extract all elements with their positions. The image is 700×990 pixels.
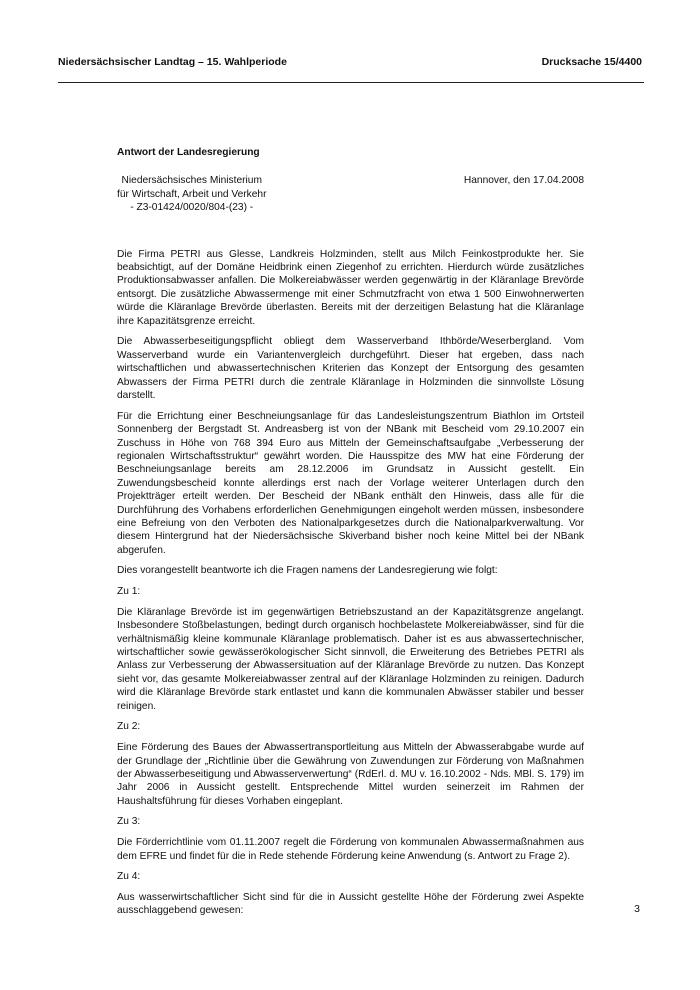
- answer-heading-3: Zu 3:: [117, 816, 141, 828]
- header-document-number: Drucksache 15/4400: [541, 56, 642, 68]
- answer-heading-1: Zu 1:: [117, 586, 141, 598]
- section-heading: Antwort der Landesregierung: [117, 147, 260, 158]
- page-number: 3: [634, 903, 640, 915]
- sender-block: [117, 174, 266, 214]
- sender-reference: - Z3-01424/0020/804-(23) -: [130, 202, 254, 214]
- paragraph-4: Dies vorangestellt beantworte ich die Fragen namens der Landesregierung wie folgt:: [117, 565, 498, 577]
- letter-date: Hannover, den 17.04.2008: [463, 175, 584, 187]
- answer-heading-2: Zu 2:: [117, 721, 141, 733]
- paragraph-6: Eine Förderung des Baues der Abwassertransportleitung aus Mitteln der Abwasserabgabe wurde auf der Grundlage der „Richtlinie über die Gewährung von Zuwendungen zur Förderung von Maßnahmen der Abwasserbeseitigung und Abwasserverwertung“ (RdErl. d. MU v. 16.10.2002 - Nds. MBl. S. 179) im Jahr 2006 in Aussicht gestellt. Entsprechende Mittel wurden seinerzeit im Rahmen der Haushaltsführung für dieses Vorhaben eingeplant.: [117, 742, 584, 807]
- answer-heading-4: Zu 4:: [117, 871, 141, 883]
- paragraph-1: Die Firma PETRI aus Glesse, Landkreis Holzminden, stellt aus Milch Feinkostprodukte her. Sie beabsichtigt, auf der Domäne Heidbrink einen Ziegenhof zu errichten. Hierdurch würde zusätzliches Produktionsabwasser anfallen. Die Molkereiabwässer werden gegenwärtig in der Kläranlage Brevörde entsorgt. Die zusätzliche Abwassermenge mit einer Schmutzfracht von etwa 1 500 Einwohnerwerten würde die Kläranlage Brevörde überlasten. Bereits mit der derzeitigen Belastung hat die Kläranlage ihre Kapazitätsgrenze erreicht.: [117, 248, 584, 327]
- paragraph-7: Die Förderrichtlinie vom 01.11.2007 regelt die Förderung von kommunalen Abwassermaßnahmen aus dem EFRE und findet für die in Rede stehende Förderung keine Anwendung (s. Antwort zu Frage 2).: [117, 837, 584, 862]
- paragraph-8: Aus wasserwirtschaftlicher Sicht sind für die in Aussicht gestellte Höhe der Förderung zwei Aspekte ausschlaggebend gewesen:: [117, 891, 584, 917]
- paragraph-5: Die Kläranlage Brevörde ist im gegenwärtigen Betriebszustand an der Kapazitätsgrenze angelangt. Insbesondere Stoßbelastungen, bedingt durch organisch hochbelastete Molkereiabwässer, sind für die verhältnismäßig kleine kommunale Kläranlage problematisch. Daher ist es aus abwassertechnischer, wirtschaftlicher sowie gewässerökologischer Sicht sinnvoll, die Erweiterung des Betriebes PETRI als Anlass zur Verbesserung der Abwassersituation auf der Kläranlage Brevörde zu nutzen. Das Konzept sieht vor, das gesamte Molkereiabwasser zentral auf der Kläranlage Holzminden zu reinigen. Dadurch wird die Kläranlage Brevörde stark entlastet und kann die kommunalen Abwässer stabiler und besser reinigen.: [117, 606, 584, 712]
- sender-line-1: Niedersächsisches Ministerium: [121, 175, 262, 187]
- paragraph-2: Die Abwasserbeseitigungspflicht obliegt dem Wasserverband Ithbörde/Weserbergland. Vom Wasserverband wurde ein Variantenvergleich durchgeführt. Dieser hat ergeben, dass nach wirtschaftlichen und abwassertechnischen Kriterien das Konzept der Entsorgung des gesamten Abwassers der Firma PETRI durch die zentrale Kläranlage in Holzminden die sinnvollste Lösung darstellt.: [117, 336, 584, 401]
- page-header: [58, 56, 642, 68]
- sender-line-2: für Wirtschaft, Arbeit und Verkehr: [117, 188, 267, 200]
- header-rule: [58, 82, 644, 83]
- letter-meta: [117, 174, 584, 214]
- header-parliament: Niedersächsischer Landtag – 15. Wahlperiode: [58, 56, 287, 68]
- document-body: [117, 146, 584, 925]
- paragraph-3: Für die Errichtung einer Beschneiungsanlage für das Landesleistungszentrum Biathlon im Ortsteil Sonnenberg der Bergstadt St. Andreasberg ist von der NBank mit Bescheid vom 29.10.2007 ein Zuschuss in Höhe von 768 394 Euro aus Mitteln der Gemeinschaftsaufgabe „Verbesserung der regionalen Wirtschaftsstruktur“ gewährt worden. Die Hausspitze des MW hat eine Förderung der Beschneiungsanlage bereits am 28.12.2006 im Grundsatz in Aussicht gestellt. Ein Zuwendungsbescheid konnte allerdings erst nach der Vorlage weiterer Unterlagen durch den Projektträger erteilt werden. Der Bescheid der NBank enthält den Hinweis, dass alle für die Durchführung des Vorhabens erforderlichen Genehmigungen eingeholt werden müssen, insbesondere eine Befreiung von den Verboten des Nationalparkgesetzes durch die Nationalparkverwaltung. Vor diesem Hintergrund hat der Niedersächsische Skiverband bisher noch keine Mittel bei der NBank abgerufen.: [117, 410, 584, 556]
